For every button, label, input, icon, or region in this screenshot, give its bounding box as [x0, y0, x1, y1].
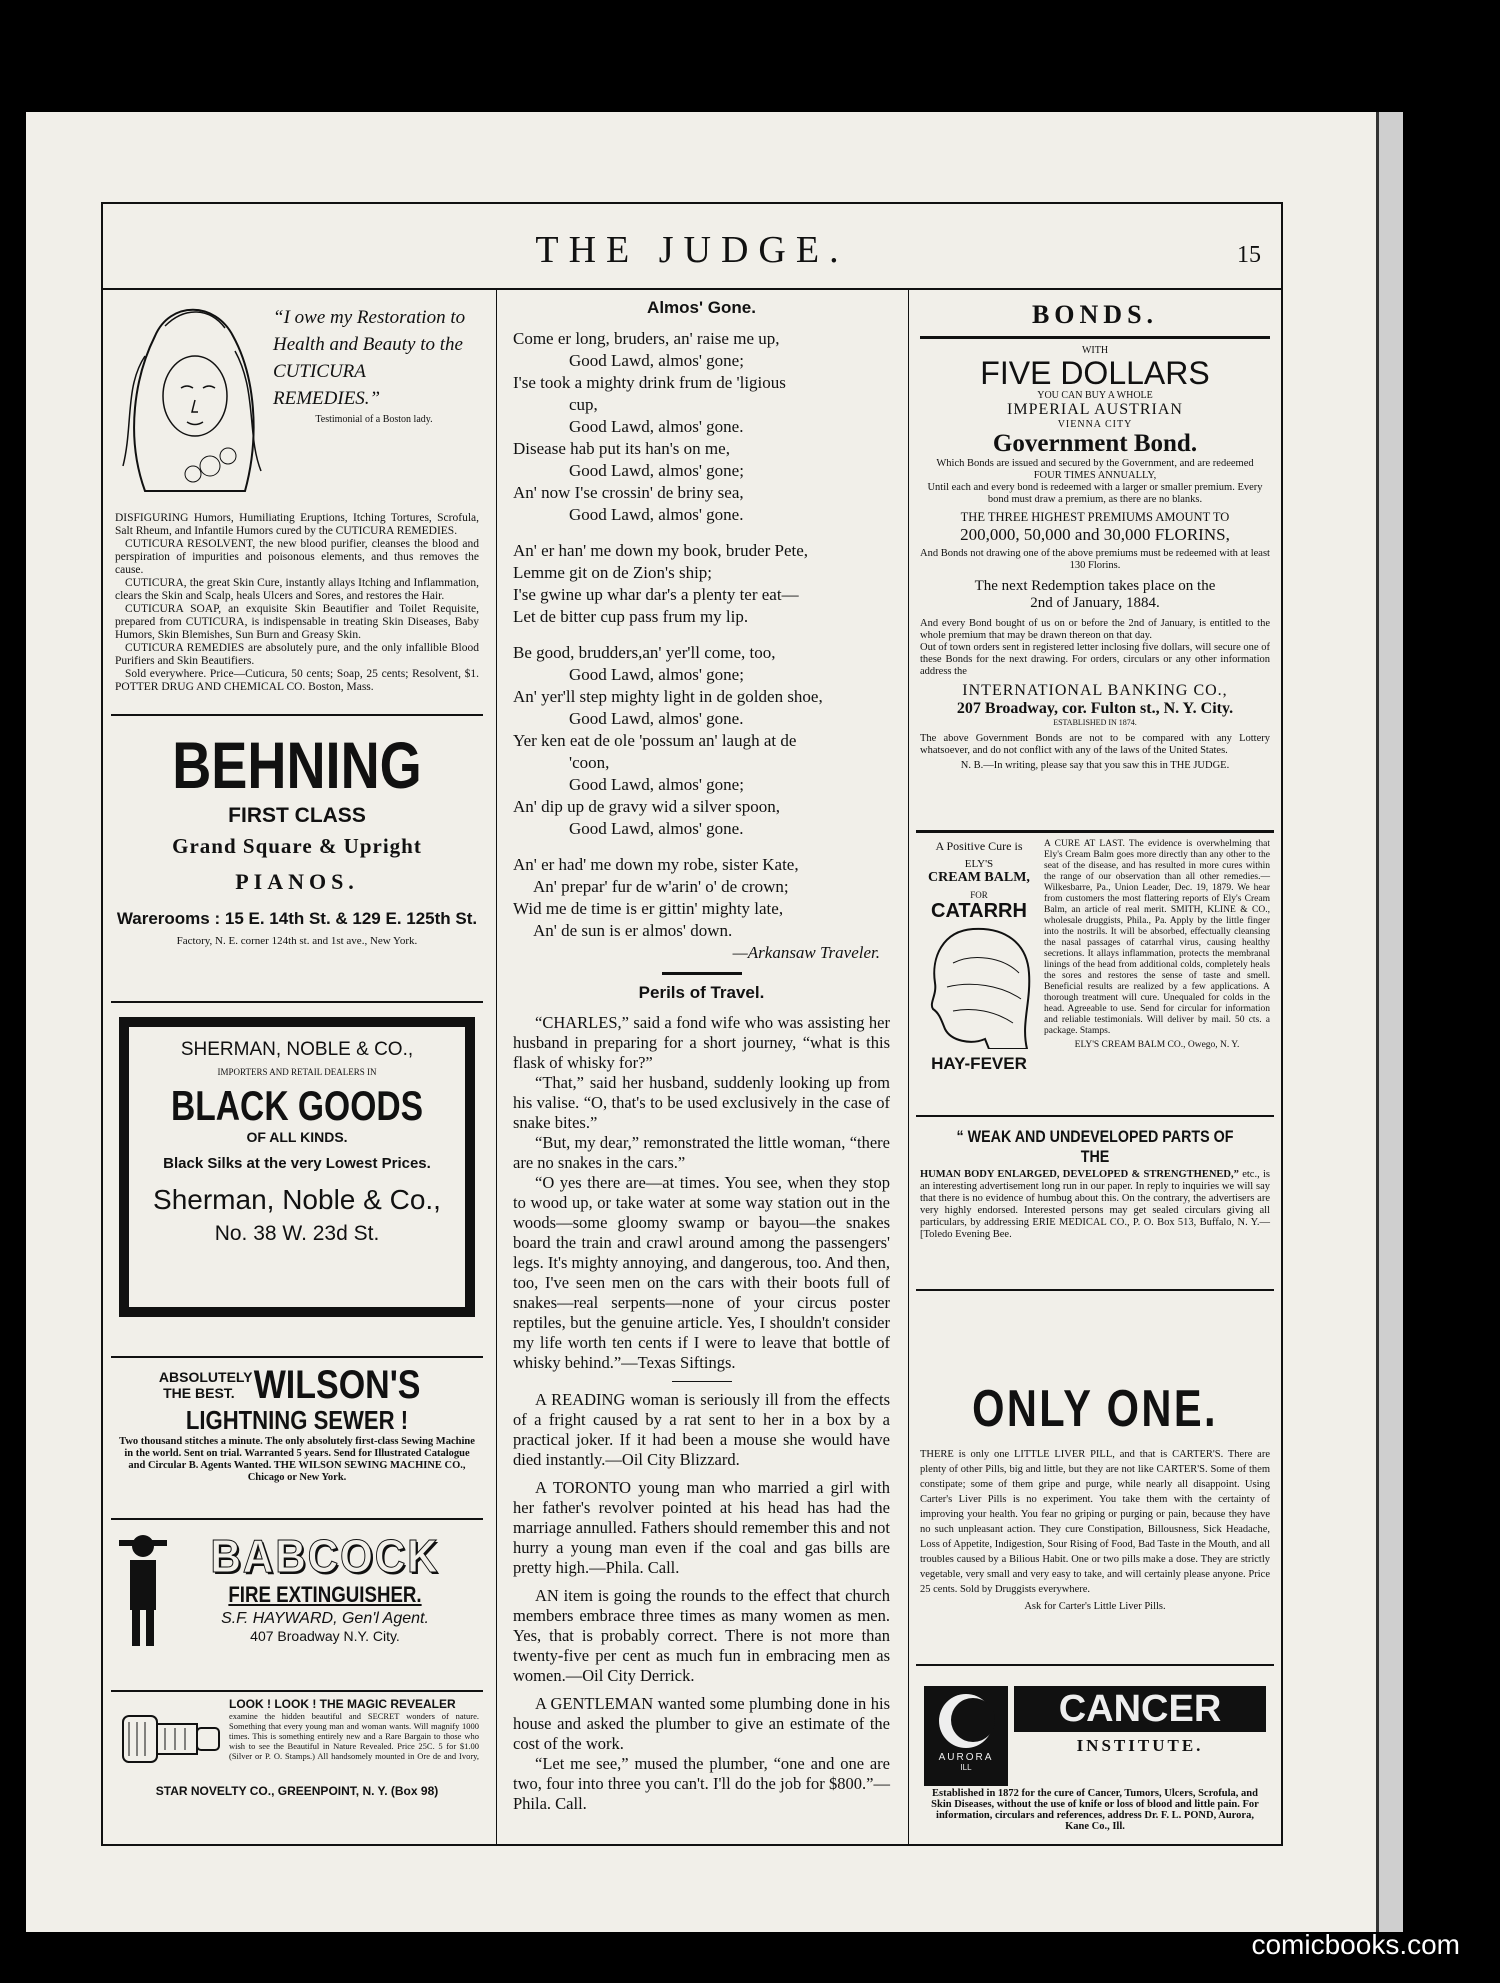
only-one-tagline: Ask for Carter's Little Liver Pills. [1024, 1601, 1166, 1612]
elys-brand: ELY'S [964, 858, 994, 870]
bonds-address: 207 Broadway, cor. Fulton st., N. Y. City. [956, 700, 1234, 717]
cancer-ill: ILL [960, 1763, 972, 1772]
only-one-title: ONLY ONE. [972, 1380, 1218, 1438]
page-edge [1376, 112, 1403, 1932]
sherman-kinds: OF ALL KINDS. [246, 1129, 348, 1145]
bonds-nb: N. B.—In writing, please say that you saw this in THE JUDGE. [960, 760, 1230, 771]
bonds-amount: FIVE DOLLARS [980, 355, 1210, 391]
bonds-text-1: Which Bonds are issued and secured by the Government, and are redeemed [936, 458, 1254, 469]
poem-line: Good Lawd, almos' gone; [569, 775, 744, 794]
cancer-title: CANCER [1014, 1686, 1266, 1732]
cuticura-ad [111, 290, 483, 716]
cuticura-text-4: CUTICURA SOAP, an exquisite Skin Beautifier and Toilet Requisite, prepared from CUTICURA, is indispensable in treating Skin Diseases, Baby Humors, Skin Blemishes, Sun Burn and Greasy Skin. [115, 603, 479, 641]
wilson-ad [111, 1358, 483, 1520]
babcock-agent: S.F. HAYWARD, Gen'l Agent. [221, 1610, 429, 1627]
cuticura-text-3: CUTICURA, the great Skin Cure, instantly allays Itching and Inflammation, clears the Skin and Scalp, heals Ulcers and Sores, and restores the Hair. [115, 577, 479, 602]
poem-line: 'coon, [569, 753, 610, 772]
bonds-text-3: Until each and every bond is redeemed with a larger or smaller premium. Every bond must draw a premium, as there are no blanks. [927, 482, 1263, 505]
weak-head: “ WEAK AND UNDEVELOPED PARTS OF THE [956, 1127, 1234, 1166]
bonds-with: WITH [1081, 345, 1109, 356]
cuticura-text-6: Sold everywhere. Price—Cuticura, 50 cents; Soap, 25 cents; Resolvent, $1. POTTER DRUG AND CHEMICAL CO. Boston, Mass. [115, 668, 479, 693]
bonds-text-5: And every Bond bought of us on or before the 2nd of January, is entitled to the whole premium that may be drawn thereon on that day. [920, 618, 1270, 641]
story-paragraph: “CHARLES,” said a fond wife who was assisting her husband in preparing for a short journey, “what is this flask of whisky for?” [513, 1013, 890, 1072]
magnifier-illustration [115, 1698, 225, 1780]
behning-factory: Factory, N. E. corner 124th st. and 1st ave., New York. [176, 935, 418, 947]
separator [672, 1381, 732, 1382]
babcock-name: BABCOCK [210, 1530, 440, 1582]
bonds-government: Government Bond. [992, 430, 1198, 457]
cuticura-text-2: CUTICURA RESOLVENT, the new blood purifier, cleanses the blood and perspiration of impurities and poisonous elements, and thus removes the cause. [115, 538, 479, 576]
babcock-address: 407 Broadway N.Y. City. [250, 1628, 400, 1644]
bonds-next: The next Redemption takes place on the [974, 578, 1216, 594]
bonds-premiums: THE THREE HIGHEST PREMIUMS AMOUNT TO [960, 510, 1230, 524]
babcock-product: FIRE EXTINGUISHER. [228, 1582, 422, 1607]
column-left [111, 290, 483, 1844]
cuticura-text-1: DISFIGURING Humors, Humiliating Eruptions, Itching Tortures, Scrofula, Salt Rheum, and Infantile Humors cured by the CUTICURA REMEDIES. [115, 512, 479, 537]
column-divider-1 [496, 290, 497, 1844]
elys-lead: A Positive Cure is [935, 839, 1023, 853]
poem-line: Good Lawd, almos' gone; [569, 665, 744, 684]
poem-title: Almos' Gone. [647, 298, 756, 317]
wilson-product: LIGHTNING SEWER ! [185, 1405, 409, 1435]
news-item: A READING woman is seriously ill from the effects of a fright caused by a rat sent to her in a box by a practical joker. If it had been a mouse she would have died instantly.—Oil City Blizzard. [513, 1390, 890, 1469]
behning-ad [111, 716, 483, 1003]
elys-ad [916, 833, 1274, 1117]
wilson-body: Two thousand stitches a minute. The only absolutely first-class Sewing Machine in the world. Sent on trial. Warranted 5 years. Send for Illustrated Catalogue and Circular B. Agents Wanted. THE WILSON SEWING MACHINE CO., Chicago or New York. [119, 1436, 475, 1483]
sherman-address: No. 38 W. 23d St. [214, 1222, 380, 1245]
elys-hayfever: HAY-FEVER [931, 1054, 1027, 1073]
cuticura-credit: Testimonial of a Boston lady. [315, 414, 433, 425]
news-item: AN item is going the rounds to the effect that church members embrace three times as many women as men. Yes, that is probably correct. There is not more than twenty-five per cent as much fun in embracing men as women.—Oil City Derrick. [513, 1586, 890, 1685]
weak-sub: HUMAN BODY ENLARGED, DEVELOPED & STRENGTHENED,” [920, 1169, 1239, 1180]
poem-line: cup, [569, 395, 598, 414]
news-item: A TORONTO young man who married a girl with her father's revolver pointed at his head has had the marriage annulled. Fathers should remember this and not hurry a young man even if the coal and gas bills are pretty high.—Phila. Call. [513, 1478, 890, 1577]
cancer-aurora: AURORA [938, 1752, 994, 1763]
cancer-ad [916, 1666, 1274, 1832]
elys-text: A CURE AT LAST. The evidence is overwhelming that Ely's Cream Balm goes more directly than any other to the seat of the disease, and has resulted in more cures within the range of our observation than all other remedies.—Wilkesbarre, Pa., Union Leader, Dec. 19, 1879. We hear from customers the most flattering reports of Ely's Cream Balm, an article of real merit. SMITH, KLINE & CO., wholesale druggists, Phila., Pa. Apply by the little finger into the nostrils. It will be absorbed, effectually cleansing the nasal passages of catarrhal virus, causing healthy secretions. It allays inflammation, protects the membranal linings of the head from additional colds, completely heals the sores and restores the sense of taste and smell. Beneficial results are realized by a few applications. A thorough treatment will cure. Unequaled for colds in the head. Agreeable to use. Send for circular for information and reliable testimonials. Will deliver by mail. 50 cts. a package. Stamps. [1044, 839, 1270, 1036]
wilson-name: WILSON'S [253, 1363, 421, 1407]
behning-warerooms: Warerooms : 15 E. 14th St. & 129 E. 125th St. [116, 909, 478, 928]
sherman-goods: BLACK GOODS [171, 1082, 423, 1129]
poem-line: Lemme git on de Zion's ship; [513, 563, 713, 582]
bonds-imperial: IMPERIAL AUSTRIAN [1007, 401, 1183, 418]
poem-line: Good Lawd, almos' gone. [569, 709, 744, 728]
revealer-company: STAR NOVELTY CO., GREENPOINT, N. Y. (Box 98) [155, 1784, 439, 1798]
behning-name: BEHNING [172, 728, 422, 802]
poem-line: I'se took a mighty drink frum de 'ligious [513, 373, 786, 392]
weak-body: etc., is an interesting advertisement long run in our paper. In reply to inquiries we will say that there is no evidence of humbug about this. On the contrary, the advertisers are very highly endorsed. Interested persons may get sealed circulars giving all particulars, by addressing ERIE MEDICAL CO., P. O. Box 513, Buffalo, N. Y.—[Toledo Evening Bee. [920, 1169, 1270, 1240]
poem-attribution: —Arkansaw Traveler. [732, 943, 880, 962]
page-frame [101, 202, 1283, 1846]
babcock-ad [111, 1520, 483, 1692]
story-paragraph: “That,” said her husband, suddenly looking up from his valise. “O, that's to be used exclusively in the case of snake bites.” [513, 1073, 890, 1132]
sherman-sub: IMPORTERS AND RETAIL DEALERS IN [217, 1067, 377, 1077]
sherman-ad [111, 1003, 483, 1358]
bonds-vienna: VIENNA CITY [1057, 419, 1133, 430]
revealer-body-top: examine the hidden beautiful and SECRET wonders of nature. Something that every young man and woman wants. Will magnify 1000 times. This is something entirely new and a Rare Bargain to those who wish to see the Beautiful in Nature Revealed. Price 25C. 5 for $1.00 (Silver or P. O. Stamps.) All handsomely mounted in Ore de and Ivory, [229, 1711, 479, 1761]
cancer-institute: INSTITUTE. [1076, 1736, 1204, 1755]
sherman-name-2: Sherman, Noble & Co., [153, 1184, 441, 1215]
poem-line: An' er had' me down my robe, sister Kate, [513, 855, 799, 874]
masthead: THE JUDGE. [535, 229, 849, 271]
behning-line-3: PIANOS. [235, 869, 359, 894]
bonds-title: BONDS. [1031, 300, 1159, 329]
poem-line: Good Lawd, almos' gone. [569, 505, 744, 524]
only-one-body: THERE is only one LITTLE LIVER PILL, and that is CARTER'S. There are plenty of other Pills, big and little, but they are not like CARTER'S. Some of them constipate; some of them gripe and purge, while nearly all disappoint. Using Carter's Liver Pills is no experiment. You take them with the certainty of improving your health. You fear no griping or purging or pain, because they have no such unpleasant action. They cure Constipation, Billousness, Sick Headache, Loss of Appetite, Indigestion, Sour Rising of Food, Bad Taste in the Mouth, and all troubles caused by a Bilious Habit. One or two pills make a dose. They are strictly vegetable, very small and very easy to take, and will certainly please anyone. Price 25 cents. Sold by Druggists everywhere. [920, 1449, 1270, 1595]
bonds-text-4: And Bonds not drawing one of the above premiums must be redeemed with at least 130 Florins. [920, 548, 1270, 571]
story-paragraph: “But, my dear,” remonstrated the little woman, “there are no snakes in the cars.” [513, 1133, 890, 1172]
behning-line-1: FIRST CLASS [228, 804, 366, 827]
bonds-ad [916, 290, 1274, 833]
only-one-ad [916, 1291, 1274, 1666]
column-right [916, 290, 1274, 1844]
elys-for: FOR [970, 890, 988, 900]
poem-line: Let de bitter cup pass frum my lip. [513, 607, 749, 626]
poem-line: Come er long, bruders, an' raise me up, [513, 329, 780, 348]
poem-line: Good Lawd, almos' gone; [569, 351, 744, 370]
poem-almos-gone [505, 328, 898, 964]
poem-line: An' now I'se crossin' de briny sea, [513, 483, 744, 502]
separator [662, 972, 742, 975]
poem-line: An' er han' me down my book, bruder Pete, [513, 541, 809, 560]
story-title: Perils of Travel. [638, 983, 765, 1002]
news-item: A GENTLEMAN wanted some plumbing done in his house and asked the plumber to give an estimate of the cost of the work. [513, 1694, 890, 1753]
bonds-text-6: Out of town orders sent in registered letter inclosing five dollars, will secure one of these Bonds for the next drawing. For orders, circulars or any other information address the [920, 642, 1270, 677]
revealer-head: LOOK ! LOOK ! THE MAGIC REVEALER [229, 1697, 456, 1711]
weak-parts-ad [916, 1117, 1274, 1291]
watermark: comicbooks.com [1251, 1929, 1460, 1960]
news-items [505, 1390, 898, 1814]
cuticura-text-5: CUTICURA REMEDIES are absolutely pure, and the only infallible Blood Purifiers and Skin Beautifiers. [115, 642, 479, 667]
poem-line: Good Lawd, almos' gone; [569, 461, 744, 480]
poem-line: An' dip up de gravy wid a silver spoon, [513, 797, 780, 816]
bonds-florins: 200,000, 50,000 and 30,000 FLORINS, [960, 525, 1230, 544]
poem-line: I'se gwine up whar dar's a plenty ter eat— [513, 585, 799, 604]
woman-portrait-illustration [115, 296, 265, 501]
bonds-text-7: The above Government Bonds are not to be compared with any Lottery whatsoever, and do not conflict with any of the laws of the United States. [920, 733, 1270, 756]
cancer-emblem [924, 1686, 1008, 1786]
sherman-name: SHERMAN, NOBLE & CO., [180, 1039, 414, 1060]
sherman-silks: Black Silks at the very Lowest Prices. [163, 1155, 431, 1172]
story-paragraph: “O yes there are—at times. You see, when they stop to wood up, or take water at some way station out in the woods—some gloomy swamp or bayou—the snakes board the train and crawl around among the passengers' legs. It's mighty annoying, and dangerous, too. And then, too, I've seen men on the cars with their boots full of snakes—real serpents—none of your circus poster reptiles, but the genuine article. Yes, I shouldn't consider my life worth ten cents if I were to leave that bottle of whisky behind.”—Texas Siftings. [513, 1173, 890, 1372]
bonds-bank: INTERNATIONAL BANKING CO., [962, 682, 1228, 699]
news-item: “Let me see,” mused the plumber, “one and one are two, four into three you can't. I'll do the job for $800.”—Phila. Call. [513, 1754, 890, 1813]
head-profile-illustration [923, 923, 1035, 1049]
cancer-body: Established in 1872 for the cure of Cancer, Tumors, Ulcers, Scrofula, and Skin Diseases, without the use of knife or loss of blood and little pain. For information, circulars and references, address Dr. F. L. POND, Aurora, Kane Co., Ill. [931, 1788, 1259, 1832]
poem-line: Yer ken eat de ole 'possum an' laugh at de [513, 731, 797, 750]
story-perils-of-travel [505, 1013, 898, 1373]
cuticura-quote: “I owe my Restoration to Health and Beauty to the CUTICURA REMEDIES.” [273, 307, 466, 409]
bonds-date: 2nd of January, 1884. [1030, 595, 1160, 611]
bonds-established: ESTABLISHED IN 1874. [1053, 718, 1137, 727]
bonds-text-2: FOUR TIMES ANNUALLY, [1033, 470, 1157, 481]
poem-line: Good Lawd, almos' gone. [569, 819, 744, 838]
behning-line-2: Grand Square & Upright [172, 834, 422, 858]
elys-company: ELY'S CREAM BALM CO., Owego, N. Y. [1074, 1040, 1240, 1050]
poem-line: An' de sun is er almos' down. [533, 921, 733, 940]
poem-line: Disease hab put its han's on me, [513, 439, 730, 458]
elys-catarrh: CATARRH [931, 900, 1027, 922]
wilson-tagline: ABSOLUTELY THE BEST. [158, 1369, 253, 1401]
revealer-ad [111, 1692, 483, 1844]
column-middle [505, 290, 898, 1844]
poem-line: Good Lawd, almos' gone. [569, 417, 744, 436]
poem-line: An' prepar' fur de w'arin' o' de crown; [533, 877, 789, 896]
poem-line: Wid me de time is er gittin' mighty late, [513, 899, 784, 918]
poem-line: An' yer'll step mighty light in de golden shoe, [513, 687, 823, 706]
page-number: 15 [1237, 242, 1261, 268]
column-divider-2 [908, 290, 909, 1844]
elys-product: CREAM BALM, [928, 870, 1030, 885]
poem-line: Be good, brudders,an' yer'll come, too, [513, 643, 776, 662]
fireman-illustration [115, 1530, 171, 1650]
bonds-can-buy: YOU CAN BUY A WHOLE [1037, 390, 1153, 401]
